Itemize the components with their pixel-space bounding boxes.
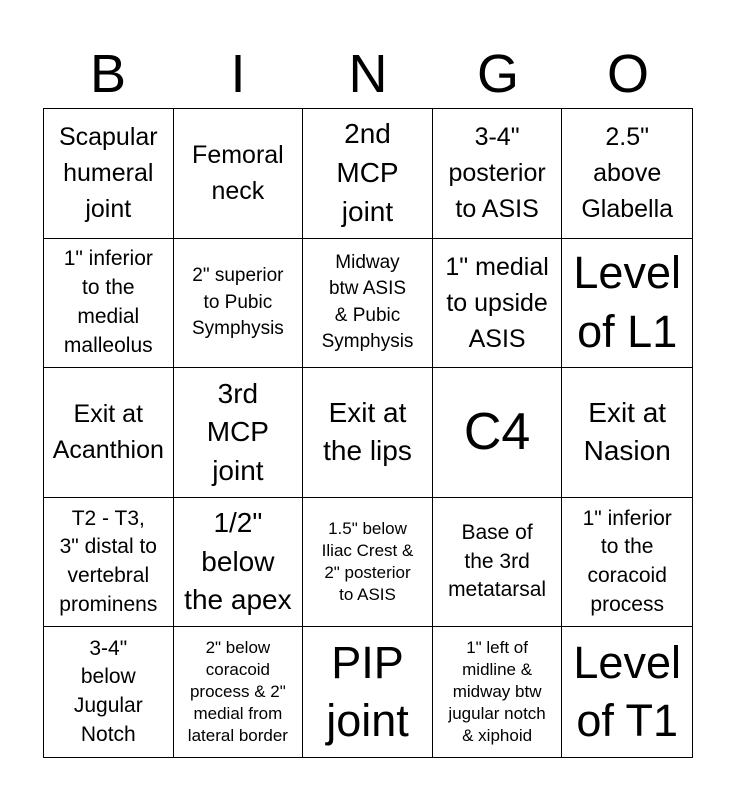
header-letter-g: G bbox=[476, 44, 519, 104]
bingo-cell[interactable] bbox=[44, 627, 174, 757]
bingo-cell[interactable] bbox=[174, 498, 304, 628]
bingo-cell[interactable] bbox=[174, 368, 304, 498]
bingo-cell[interactable] bbox=[562, 498, 692, 628]
cell-label: 1" medial to upside ASIS bbox=[445, 252, 549, 354]
cell-label: 1" inferior to the coracoid process bbox=[582, 506, 672, 616]
bingo-cell[interactable] bbox=[174, 239, 304, 369]
cell-label: 2.5" above Glabella bbox=[581, 122, 674, 224]
cell-label: C4 bbox=[463, 402, 531, 461]
header-letter-i: I bbox=[230, 44, 246, 104]
bingo-cell[interactable] bbox=[174, 627, 304, 757]
cell-label: 2" superior to Pubic Symphysis bbox=[191, 265, 284, 340]
bingo-cell[interactable] bbox=[303, 498, 433, 628]
cell-label: Level of L1 bbox=[573, 247, 681, 357]
bingo-cell[interactable] bbox=[433, 368, 563, 498]
bingo-board bbox=[43, 108, 693, 758]
bingo-cell[interactable] bbox=[44, 368, 174, 498]
cell-label: Level of T1 bbox=[573, 636, 681, 747]
bingo-cell[interactable] bbox=[562, 239, 692, 369]
bingo-cell[interactable] bbox=[562, 368, 692, 498]
bingo-cell[interactable] bbox=[433, 498, 563, 628]
cell-label: PIP joint bbox=[326, 636, 409, 747]
header-letter-n: N bbox=[348, 44, 388, 104]
bingo-cell[interactable] bbox=[433, 239, 563, 369]
bingo-cell[interactable] bbox=[44, 109, 174, 239]
bingo-cell[interactable] bbox=[44, 498, 174, 628]
header-letter-o: O bbox=[606, 44, 649, 104]
bingo-cell[interactable] bbox=[303, 368, 433, 498]
cell-label: 3-4" below Jugular Notch bbox=[73, 636, 143, 746]
bingo-cell[interactable] bbox=[174, 109, 304, 239]
bingo-cell[interactable] bbox=[303, 109, 433, 239]
bingo-cell[interactable] bbox=[303, 627, 433, 757]
cell-label: Base of the 3rd metatarsal bbox=[448, 520, 547, 602]
cell-label: 2" below coracoid process & 2" medial from lateral border bbox=[187, 637, 288, 746]
cell-label: 2nd MCP joint bbox=[336, 118, 399, 227]
bingo-cell[interactable] bbox=[562, 109, 692, 239]
cell-label: 1/2" below the apex bbox=[184, 507, 292, 616]
cell-label: Femoral neck bbox=[192, 141, 284, 206]
cell-label: T2 - T3, 3" distal to vertebral prominens bbox=[59, 506, 158, 616]
cell-label: 1" left of midline & midway btw jugular notch & xiphoid bbox=[448, 637, 546, 746]
cell-label: 3-4" posterior to ASIS bbox=[448, 122, 546, 224]
cell-label: Midway btw ASIS & Pubic Symphysis bbox=[321, 251, 414, 353]
cell-label: Scapular humeral joint bbox=[58, 122, 158, 224]
header-letter-b: B bbox=[89, 44, 127, 104]
bingo-cell[interactable] bbox=[562, 627, 692, 757]
bingo-cell[interactable] bbox=[433, 109, 563, 239]
bingo-header bbox=[43, 40, 693, 108]
cell-label: Exit at Acanthion bbox=[52, 400, 164, 465]
cell-label: 1" inferior to the medial malleolus bbox=[63, 247, 153, 357]
cell-label: Exit at Nasion bbox=[583, 396, 671, 467]
bingo-cell[interactable] bbox=[303, 239, 433, 369]
cell-label: Exit at the lips bbox=[323, 396, 412, 467]
bingo-cell[interactable] bbox=[433, 627, 563, 757]
bingo-cell[interactable] bbox=[44, 239, 174, 369]
cell-label: 1.5" below Iliac Crest & 2" posterior to ASIS bbox=[321, 518, 414, 605]
cell-label: 3rd MCP joint bbox=[206, 377, 269, 486]
